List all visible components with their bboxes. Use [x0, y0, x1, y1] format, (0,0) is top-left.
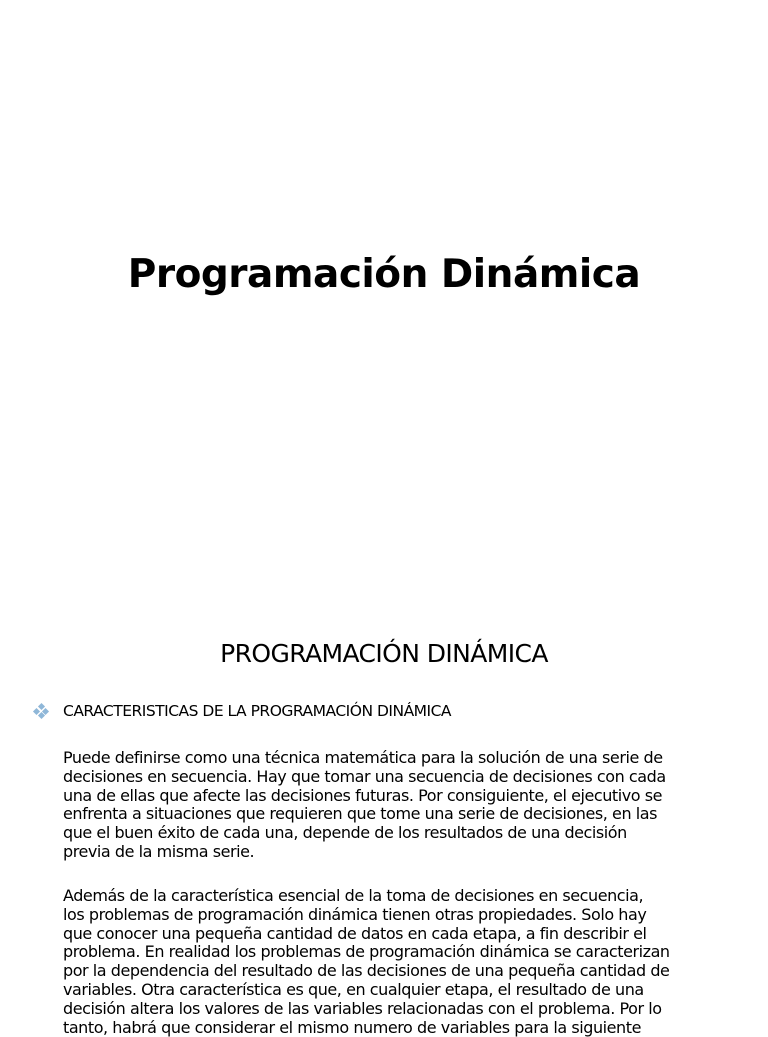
slide-title: Programación Dinámica — [127, 252, 641, 297]
paragraph-line: Puede definirse como una técnica matemática para la solución de una serie de — [63, 748, 663, 767]
paragraph-line: decisiones en secuencia. Hay que tomar una secuencia de decisiones con cada — [63, 766, 666, 786]
paragraph-line: que el buen éxito de cada una, depende de los resultados de una decisión — [63, 823, 627, 843]
paragraph-line: previa de la misma serie. — [63, 841, 255, 861]
bullet-text: CARACTERISTICAS DE LA PROGRAMACIÓN DINÁMICA — [63, 702, 452, 720]
paragraph-line: tanto, habrá que considerar el mismo numero de variables para la siguiente — [63, 1017, 641, 1037]
diamond-bullet-icon — [34, 704, 48, 718]
paragraph-line: por la dependencia del resultado de las decisiones de una pequeña cantidad de — [63, 961, 670, 981]
paragraph-line: problema. En realidad los problemas de programación dinámica se caracterizan — [63, 942, 670, 962]
paragraph-line: los problemas de programación dinámica tienen otras propiedades. Solo hay — [63, 904, 647, 924]
paragraph-2 — [63, 887, 743, 1037]
paragraph-line: que conocer una pequeña cantidad de datos en cada etapa, a fin describir el — [63, 923, 647, 943]
paragraph-1 — [63, 749, 743, 862]
bullet-item — [34, 702, 451, 720]
paragraph-line: decisión altera los valores de las variables relacionadas con el problema. Por lo — [63, 998, 662, 1018]
paragraph-line: enfrenta a situaciones que requieren que tome una serie de decisiones, en las — [63, 804, 658, 824]
paragraph-line: Además de la característica esencial de la toma de decisiones en secuencia, — [63, 886, 644, 905]
paragraph-line: una de ellas que afecte las decisiones futuras. Por consiguiente, el ejecutivo se — [63, 785, 662, 805]
paragraph-line: variables. Otra característica es que, en cualquier etapa, el resultado de una — [63, 979, 644, 999]
slide-heading: PROGRAMACIÓN DINÁMICA — [220, 639, 548, 668]
